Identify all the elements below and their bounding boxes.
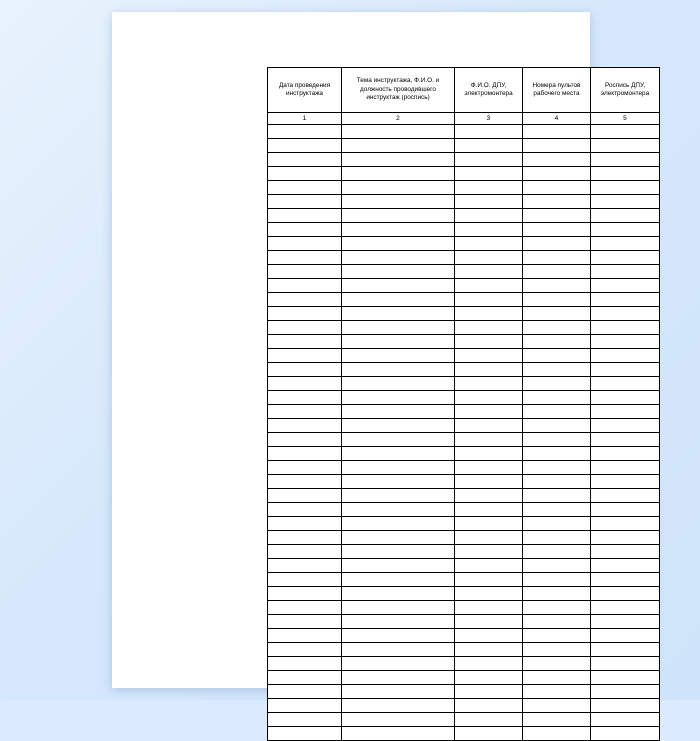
table-cell-empty[interactable] [591,433,660,447]
table-cell-empty[interactable] [523,531,591,545]
table-row[interactable] [268,713,660,727]
table-cell-empty[interactable] [342,727,455,741]
table-cell-empty[interactable] [342,629,455,643]
table-cell-empty[interactable] [523,321,591,335]
table-cell-empty[interactable] [342,531,455,545]
table-cell-empty[interactable] [591,405,660,419]
table-cell-empty[interactable] [342,349,455,363]
table-cell-empty[interactable] [591,139,660,153]
table-cell-empty[interactable] [268,195,342,209]
table-row[interactable] [268,573,660,587]
table-cell-empty[interactable] [523,237,591,251]
table-cell-empty[interactable] [342,587,455,601]
table-row[interactable] [268,307,660,321]
table-cell-empty[interactable] [523,601,591,615]
table-cell-empty[interactable] [523,335,591,349]
table-cell-empty[interactable] [268,307,342,321]
table-cell-empty[interactable] [523,503,591,517]
table-row[interactable] [268,615,660,629]
table-cell-empty[interactable] [455,265,523,279]
table-row[interactable] [268,671,660,685]
column-number-row [268,113,660,125]
table-cell-empty[interactable] [268,363,342,377]
table-cell-empty[interactable] [591,167,660,181]
table-cell-empty[interactable] [455,587,523,601]
table-row[interactable] [268,447,660,461]
table-cell-empty[interactable] [268,181,342,195]
table-cell-empty[interactable] [523,391,591,405]
table-cell-empty[interactable] [523,699,591,713]
table-cell-empty[interactable] [342,307,455,321]
table-cell-empty[interactable] [268,209,342,223]
table-cell-empty[interactable] [455,657,523,671]
table-cell-empty[interactable] [342,685,455,699]
table-cell-empty[interactable] [591,489,660,503]
journal-table [267,67,660,741]
table-cell-empty[interactable] [268,167,342,181]
table-cell-empty[interactable] [268,461,342,475]
table-cell-empty[interactable] [591,559,660,573]
table-cell-empty[interactable] [523,657,591,671]
table-cell-empty[interactable] [268,601,342,615]
table-row[interactable] [268,601,660,615]
table-row[interactable] [268,475,660,489]
table-cell-empty[interactable] [342,209,455,223]
table-cell-empty[interactable] [591,195,660,209]
table-cell-empty[interactable] [268,349,342,363]
table-cell-empty[interactable] [455,419,523,433]
table-cell-empty[interactable] [268,587,342,601]
table-cell-empty[interactable] [342,139,455,153]
table-row[interactable] [268,181,660,195]
table-cell-empty[interactable] [342,223,455,237]
table-cell-empty[interactable] [342,265,455,279]
table-cell-empty[interactable] [268,237,342,251]
table-cell-empty[interactable] [455,321,523,335]
table-cell-empty[interactable] [268,391,342,405]
table-cell-empty[interactable] [268,531,342,545]
table-cell-empty[interactable] [523,615,591,629]
table-cell-empty[interactable] [591,265,660,279]
table-row[interactable] [268,657,660,671]
table-row[interactable] [268,321,660,335]
table-body [268,125,660,741]
table-cell-empty[interactable] [455,237,523,251]
table-cell-empty[interactable] [523,489,591,503]
table-cell-empty[interactable] [342,503,455,517]
header-cell-date: Дата проведения инструктажа [268,68,342,113]
table-cell-empty[interactable] [455,167,523,181]
table-cell-empty[interactable] [591,153,660,167]
table-cell-empty[interactable] [455,433,523,447]
table-cell-empty[interactable] [591,461,660,475]
table-cell-empty[interactable] [591,531,660,545]
table-cell-empty[interactable] [268,293,342,307]
table-cell-empty[interactable] [268,377,342,391]
table-cell-empty[interactable] [455,573,523,587]
table-cell-empty[interactable] [523,167,591,181]
document-page [112,12,650,688]
table-cell-empty[interactable] [591,237,660,251]
table-cell-empty[interactable] [591,727,660,741]
table-cell-empty[interactable] [523,195,591,209]
table-cell-empty[interactable] [455,195,523,209]
table-cell-empty[interactable] [523,587,591,601]
table-cell-empty[interactable] [523,279,591,293]
table-row[interactable] [268,419,660,433]
table-cell-empty[interactable] [591,335,660,349]
table-row[interactable] [268,643,660,657]
table-cell-empty[interactable] [268,573,342,587]
table-cell-empty[interactable] [455,363,523,377]
table-row[interactable] [268,209,660,223]
table-cell-empty[interactable] [523,363,591,377]
table-cell-empty[interactable] [591,419,660,433]
table-header [268,68,660,125]
table-cell-empty[interactable] [591,503,660,517]
column-number-4: 4 [523,113,591,125]
table-cell-empty[interactable] [523,671,591,685]
table-row[interactable] [268,685,660,699]
table-cell-empty[interactable] [342,293,455,307]
table-cell-empty[interactable] [455,335,523,349]
table-cell-empty[interactable] [523,293,591,307]
table-cell-empty[interactable] [455,349,523,363]
table-row[interactable] [268,363,660,377]
table-cell-empty[interactable] [455,503,523,517]
table-cell-empty[interactable] [342,405,455,419]
table-cell-empty[interactable] [591,181,660,195]
table-cell-empty[interactable] [591,545,660,559]
table-cell-empty[interactable] [523,447,591,461]
table-cell-empty[interactable] [523,629,591,643]
table-cell-empty[interactable] [342,321,455,335]
table-cell-empty[interactable] [342,671,455,685]
table-cell-empty[interactable] [591,587,660,601]
table-row[interactable] [268,279,660,293]
table-cell-empty[interactable] [342,573,455,587]
table-cell-empty[interactable] [455,517,523,531]
table-cell-empty[interactable] [342,377,455,391]
column-number-1: 1 [268,113,342,125]
table-cell-empty[interactable] [268,265,342,279]
table-cell-empty[interactable] [523,573,591,587]
table-cell-empty[interactable] [523,685,591,699]
table-cell-empty[interactable] [591,713,660,727]
table-cell-empty[interactable] [591,209,660,223]
table-cell-empty[interactable] [268,713,342,727]
table-row[interactable] [268,461,660,475]
table-cell-empty[interactable] [342,643,455,657]
table-cell-empty[interactable] [342,335,455,349]
header-cell-console-numbers: Номера пультов рабочего места [523,68,591,113]
table-cell-empty[interactable] [591,377,660,391]
table-cell-empty[interactable] [523,265,591,279]
table-cell-empty[interactable] [342,251,455,265]
table-cell-empty[interactable] [523,405,591,419]
table-cell-empty[interactable] [523,125,591,139]
table-cell-empty[interactable] [591,517,660,531]
table-cell-empty[interactable] [455,629,523,643]
table-cell-empty[interactable] [268,405,342,419]
table-row[interactable] [268,517,660,531]
table-cell-empty[interactable] [342,475,455,489]
table-cell-empty[interactable] [268,279,342,293]
table-cell-empty[interactable] [268,475,342,489]
table-cell-empty[interactable] [268,629,342,643]
table-row[interactable] [268,377,660,391]
table-cell-empty[interactable] [455,461,523,475]
table-row[interactable] [268,629,660,643]
table-cell-empty[interactable] [455,377,523,391]
table-cell-empty[interactable] [523,419,591,433]
table-cell-empty[interactable] [523,461,591,475]
table-row[interactable] [268,489,660,503]
table-cell-empty[interactable] [523,181,591,195]
table-row[interactable] [268,349,660,363]
table-cell-empty[interactable] [591,475,660,489]
table-cell-empty[interactable] [268,559,342,573]
table-row[interactable] [268,433,660,447]
table-cell-empty[interactable] [342,489,455,503]
table-cell-empty[interactable] [342,615,455,629]
table-cell-empty[interactable] [591,447,660,461]
table-cell-empty[interactable] [342,447,455,461]
table-cell-empty[interactable] [523,643,591,657]
table-cell-empty[interactable] [523,475,591,489]
table-cell-empty[interactable] [342,517,455,531]
table-cell-empty[interactable] [268,643,342,657]
table-cell-empty[interactable] [455,489,523,503]
table-row[interactable] [268,265,660,279]
table-cell-empty[interactable] [591,601,660,615]
table-cell-empty[interactable] [268,321,342,335]
table-cell-empty[interactable] [591,573,660,587]
table-row[interactable] [268,559,660,573]
table-row[interactable] [268,223,660,237]
table-row[interactable] [268,195,660,209]
column-number-5: 5 [591,113,660,125]
table-cell-empty[interactable] [591,293,660,307]
table-cell-empty[interactable] [342,363,455,377]
column-number-2: 2 [342,113,455,125]
table-row[interactable] [268,125,660,139]
table-cell-empty[interactable] [342,713,455,727]
table-row[interactable] [268,139,660,153]
table-cell-empty[interactable] [455,545,523,559]
table-cell-empty[interactable] [523,153,591,167]
table-cell-empty[interactable] [268,517,342,531]
table-cell-empty[interactable] [268,685,342,699]
table-cell-empty[interactable] [268,671,342,685]
column-number-3: 3 [455,113,523,125]
table-cell-empty[interactable] [342,433,455,447]
table-cell-empty[interactable] [342,279,455,293]
table-cell-empty[interactable] [523,433,591,447]
table-cell-empty[interactable] [523,139,591,153]
table-cell-empty[interactable] [342,657,455,671]
table-cell-empty[interactable] [342,699,455,713]
table-cell-empty[interactable] [268,503,342,517]
table-row[interactable] [268,237,660,251]
table-cell-empty[interactable] [268,251,342,265]
table-cell-empty[interactable] [523,545,591,559]
table-row[interactable] [268,699,660,713]
table-cell-empty[interactable] [455,671,523,685]
table-row[interactable] [268,503,660,517]
table-cell-empty[interactable] [455,615,523,629]
table-cell-empty[interactable] [455,699,523,713]
table-row[interactable] [268,251,660,265]
table-cell-empty[interactable] [268,419,342,433]
table-cell-empty[interactable] [591,643,660,657]
table-cell-empty[interactable] [455,475,523,489]
table-cell-empty[interactable] [591,279,660,293]
table-cell-empty[interactable] [523,209,591,223]
table-cell-empty[interactable] [455,405,523,419]
table-cell-empty[interactable] [268,433,342,447]
table-cell-empty[interactable] [591,223,660,237]
table-cell-empty[interactable] [455,727,523,741]
table-row[interactable] [268,587,660,601]
table-cell-empty[interactable] [455,559,523,573]
table-row[interactable] [268,335,660,349]
table-cell-empty[interactable] [591,657,660,671]
table-row[interactable] [268,153,660,167]
table-row[interactable] [268,545,660,559]
table-cell-empty[interactable] [342,601,455,615]
table-cell-empty[interactable] [342,461,455,475]
table-cell-empty[interactable] [268,447,342,461]
table-cell-empty[interactable] [342,419,455,433]
table-cell-empty[interactable] [591,685,660,699]
table-cell-empty[interactable] [455,223,523,237]
header-cell-signature: Роспись ДПУ, электромонтера [591,68,660,113]
table-cell-empty[interactable] [523,727,591,741]
table-cell-empty[interactable] [591,307,660,321]
table-cell-empty[interactable] [268,139,342,153]
table-cell-empty[interactable] [342,559,455,573]
table-cell-empty[interactable] [523,517,591,531]
table-cell-empty[interactable] [342,167,455,181]
table-cell-empty[interactable] [455,139,523,153]
table-row[interactable] [268,167,660,181]
table-cell-empty[interactable] [455,279,523,293]
table-cell-empty[interactable] [523,713,591,727]
table-cell-empty[interactable] [455,307,523,321]
table-row[interactable] [268,293,660,307]
table-cell-empty[interactable] [455,153,523,167]
table-cell-empty[interactable] [455,125,523,139]
table-cell-empty[interactable] [455,643,523,657]
table-row[interactable] [268,391,660,405]
table-cell-empty[interactable] [523,377,591,391]
table-cell-empty[interactable] [591,251,660,265]
table-cell-empty[interactable] [591,391,660,405]
table-cell-empty[interactable] [591,125,660,139]
table-cell-empty[interactable] [342,181,455,195]
header-cell-topic: Тема инструктажа, Ф.И.О. и должность проводившего инструктаж (роспись) [342,68,455,113]
table-cell-empty[interactable] [342,391,455,405]
table-cell-empty[interactable] [268,699,342,713]
table-cell-empty[interactable] [268,223,342,237]
table-cell-empty[interactable] [455,293,523,307]
table-cell-empty[interactable] [268,489,342,503]
table-row[interactable] [268,727,660,741]
table-cell-empty[interactable] [591,349,660,363]
journal-table-container [267,67,659,741]
table-cell-empty[interactable] [591,671,660,685]
table-cell-empty[interactable] [342,195,455,209]
table-cell-empty[interactable] [268,125,342,139]
table-cell-empty[interactable] [455,531,523,545]
table-cell-empty[interactable] [455,447,523,461]
table-cell-empty[interactable] [455,601,523,615]
table-cell-empty[interactable] [455,391,523,405]
table-cell-empty[interactable] [523,251,591,265]
table-cell-empty[interactable] [342,153,455,167]
header-cell-name: Ф.И.О. ДПУ, электромонтера [455,68,523,113]
table-cell-empty[interactable] [268,153,342,167]
table-cell-empty[interactable] [523,349,591,363]
table-cell-empty[interactable] [342,237,455,251]
table-cell-empty[interactable] [455,209,523,223]
table-cell-empty[interactable] [342,545,455,559]
table-row[interactable] [268,405,660,419]
table-cell-empty[interactable] [523,223,591,237]
table-cell-empty[interactable] [268,615,342,629]
header-row [268,68,660,113]
table-cell-empty[interactable] [268,657,342,671]
table-cell-empty[interactable] [455,713,523,727]
table-cell-empty[interactable] [591,363,660,377]
table-cell-empty[interactable] [455,181,523,195]
table-cell-empty[interactable] [268,727,342,741]
table-cell-empty[interactable] [591,629,660,643]
table-cell-empty[interactable] [591,321,660,335]
table-row[interactable] [268,531,660,545]
table-cell-empty[interactable] [268,335,342,349]
table-cell-empty[interactable] [455,251,523,265]
table-cell-empty[interactable] [591,699,660,713]
table-cell-empty[interactable] [342,125,455,139]
table-cell-empty[interactable] [523,307,591,321]
table-cell-empty[interactable] [591,615,660,629]
table-cell-empty[interactable] [268,545,342,559]
table-cell-empty[interactable] [523,559,591,573]
table-cell-empty[interactable] [455,685,523,699]
